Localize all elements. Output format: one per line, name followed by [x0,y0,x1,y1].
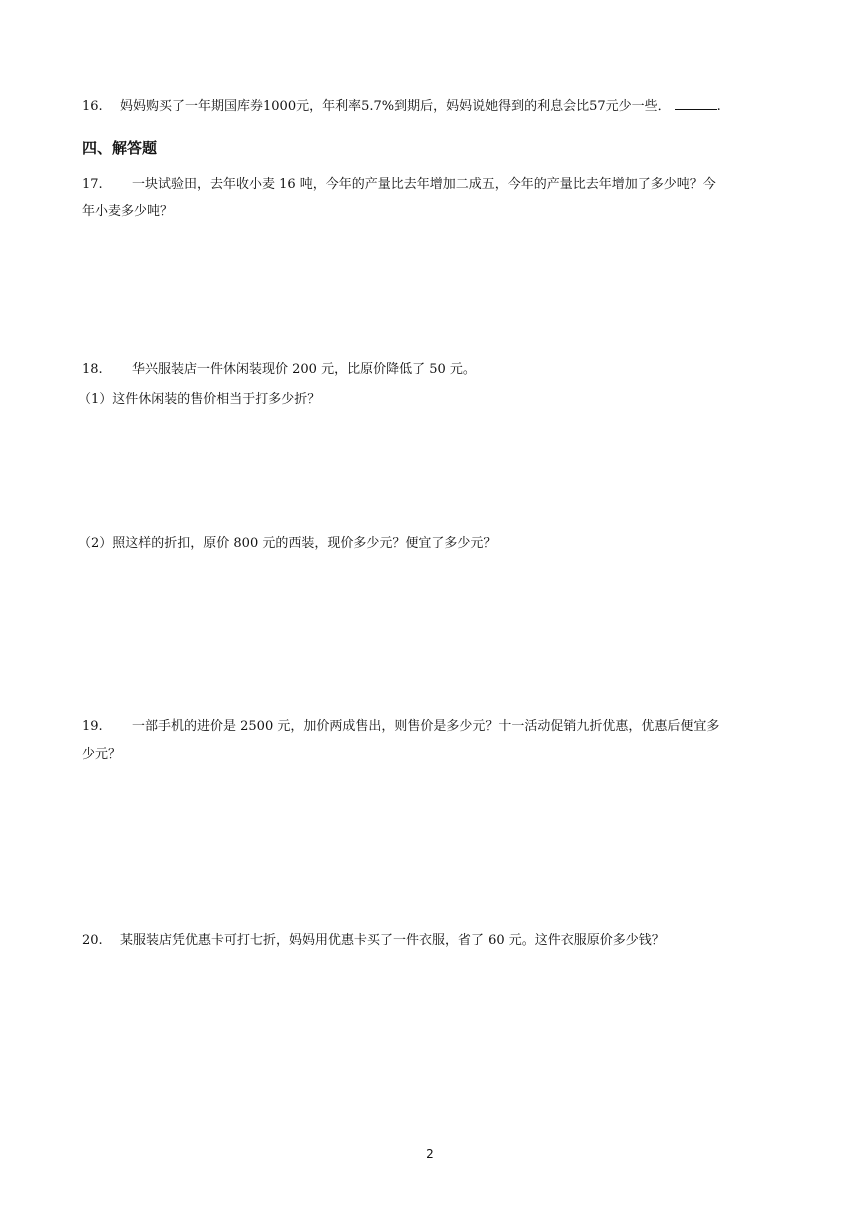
answer-blank[interactable] [675,97,717,110]
question-number: 16. [82,99,103,114]
sub-question-text: （2）照这样的折扣，原价 800 元的西装，现价多少元？便宜了多少元？ [78,536,497,551]
question-number: 18. [82,362,103,377]
question-text-line-2: 年小麦多少吨？ [82,204,174,219]
question-18-part-2 [78,535,496,553]
question-text-line-1: 一块试验田，去年收小麦 16 吨，今年的产量比去年增加二成五，今年的产量比去年增加了多少吨？今 [132,177,716,192]
question-text: 华兴服装店一件休闲装现价 200 元，比原价降低了 50 元。 [132,362,476,377]
page-number: 2 [426,1147,434,1161]
question-number: 17. [82,177,103,192]
question-number: 19. [82,719,103,734]
question-text-line-1: 一部手机的进价是 2500 元，加价两成售出，则售价是多少元？十一活动促销九折优惠，优惠后便宜多 [132,719,720,734]
question-number: 20. [82,933,103,948]
question-20 [82,932,665,950]
sub-question-text: （1）这件休闲装的售价相当于打多少折？ [78,392,321,407]
question-19 [82,718,719,736]
question-16 [82,97,721,116]
question-text-line-2: 少元？ [82,747,122,762]
question-18 [82,361,476,379]
question-17 [82,176,716,194]
question-text: 某服装店凭优惠卡可打七折，妈妈用优惠卡买了一件衣服，省了 60 元。这件衣服原价多少钱？ [120,933,665,948]
question-text: 妈妈购买了一年期国库券1000元，年利率5.7%到期后，妈妈说她得到的利息会比57元少一些． [120,99,671,114]
section-heading: 四、解答题 [82,139,158,157]
question-18-part-1 [78,391,320,409]
question-17-continued [82,203,173,221]
question-19-continued [82,746,121,764]
question-end-mark: . [716,99,721,114]
